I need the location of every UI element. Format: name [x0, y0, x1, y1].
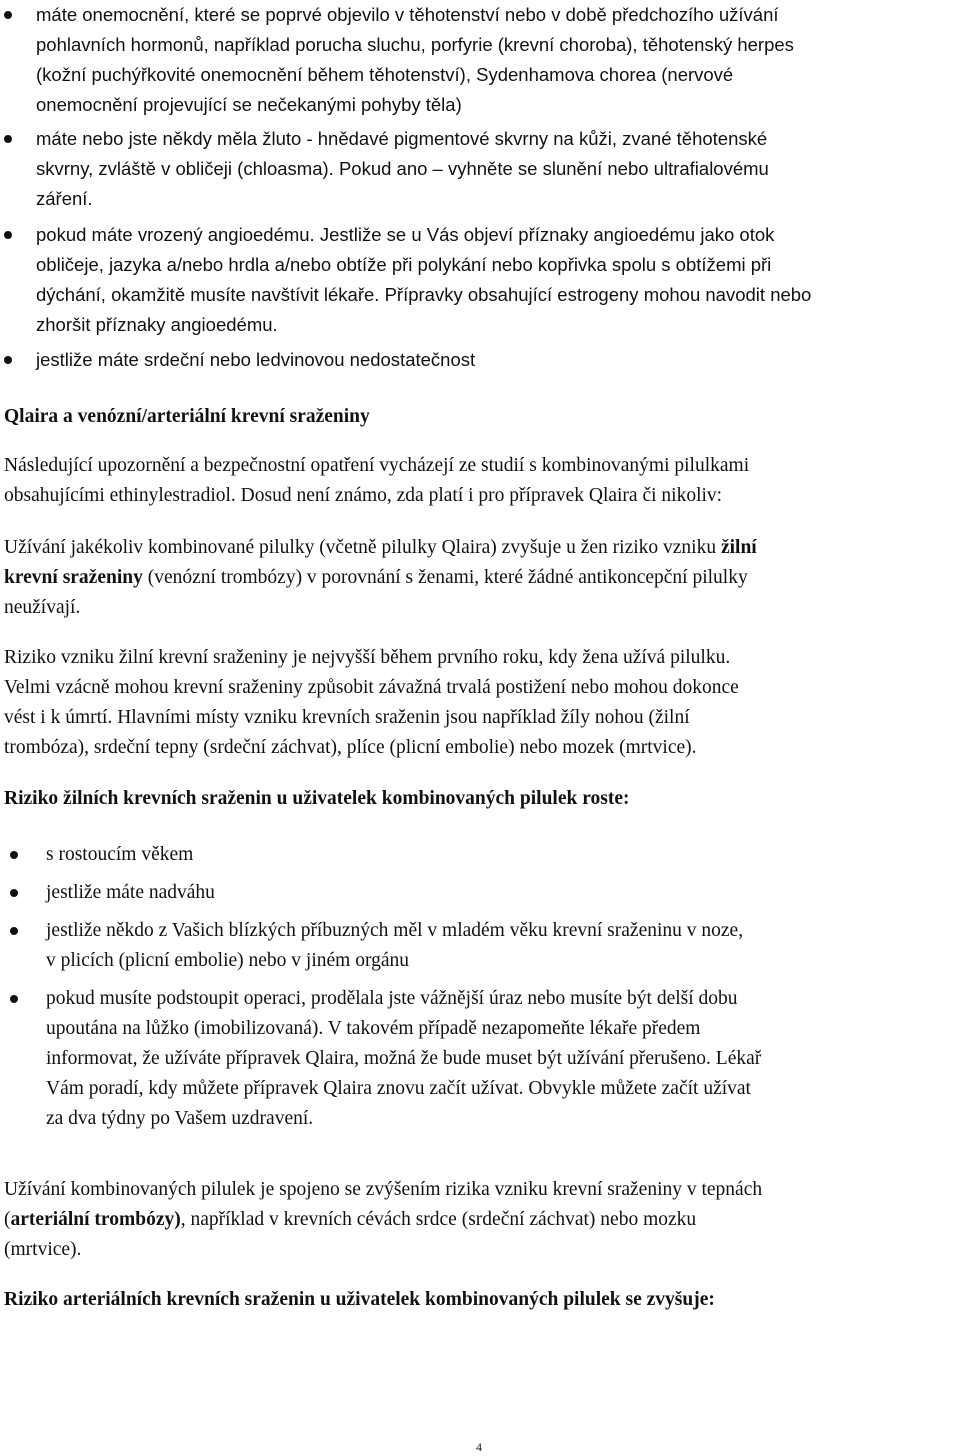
bullet-line: pokud máte vrozený angioedému. Jestliže se u Vás objeví příznaky angioedému jako otok — [36, 224, 775, 245]
bullet-line: jestliže máte nadváhu — [46, 882, 215, 903]
bullet-line: (kožní puchýřkovité onemocnění během těhotenství), Sydenhamova chorea (nervové — [36, 64, 734, 85]
paragraph-intro: Následující upozornění a bezpečnostní opatření vycházejí ze studií s kombinovanými pilulkami obsahujícími ethinylestradiol. Dosud není známo, zda platí i pro přípravek Qlaira či nikoliv: — [4, 455, 750, 506]
heading-venous-risk: Riziko žilních krevních sraženin u uživatelek kombinovaných pilulek roste: — [4, 788, 630, 809]
bullet-icon — [4, 356, 12, 364]
bullet-icon — [10, 851, 18, 859]
bullet-line: pokud musíte podstoupit operaci, prodělala jste vážnější úraz nebo musíte být delší dobu — [46, 988, 738, 1009]
bullet-icon — [10, 995, 18, 1003]
bullet-line: za dva týdny po Vašem uzdravení. — [46, 1108, 314, 1129]
section-heading: Qlaira a venózní/arteriální krevní sraženiny — [4, 406, 370, 427]
bullet-line: informovat, že užíváte přípravek Qlaira, možná že bude muset být užívání přerušeno. Lékař — [46, 1048, 762, 1069]
bullet-icon — [10, 889, 18, 897]
bullet-line: onemocnění projevující se nečekanými pohyby těla) — [36, 94, 462, 115]
bullet-line: v plicích (plicní embolie) nebo v jiném orgánu — [46, 950, 410, 971]
bullet-line: skvrny, zvláště v obličeji (chloasma). Pokud ano – vyhněte se slunění nebo ultrafialovému — [36, 158, 769, 179]
bullet-line: upoutána na lůžko (imobilizovaná). V takovém případě nezapomeňte lékaře předem — [46, 1018, 701, 1039]
page-number: 4 — [476, 1440, 482, 1454]
bullet-line: záření. — [36, 188, 93, 209]
bullet-line: dýchání, okamžitě musíte navštívit lékaře. Přípravky obsahující estrogeny mohou navodit nebo — [36, 284, 812, 305]
bullet-line: máte nebo jste někdy měla žluto - hnědavé pigmentové skvrny na kůži, zvané těhotenské — [36, 128, 768, 149]
bullet-line: zhoršit příznaky angioedému. — [36, 314, 278, 335]
bullet-line: jestliže někdo z Vašich blízkých příbuzných měl v mladém věku krevní sraženinu v noze, — [46, 920, 744, 941]
bullet-line: s rostoucím věkem — [46, 844, 194, 865]
bullet-icon — [4, 231, 12, 239]
paragraph-clot-details: Riziko vzniku žilní krevní sraženiny je nejvyšší během prvního roku, kdy žena užívá pilulku. Velmi vzácně mohou krevní sraženiny způsobit závažná trvalá postižení nebo mohou dokonce vést i k úmrtí. Hlavními místy vzniku krevních sraženin jsou například žíly nohou (žilní trombóza), srdeční tepny (srdeční záchvat), plíce (plicní embolie) nebo mozek (mrtvice). — [4, 647, 739, 758]
bullet-line: jestliže máte srdeční nebo ledvinovou nedostatečnost — [36, 349, 476, 370]
paragraph-arterial-risk: Užívání kombinovaných pilulek je spojeno se zvýšením rizika vzniku krevní sraženiny v tepnách (arteriální trombózy), například v krevních cévách srdce (srdeční záchvat) nebo mozku (mrtvice). — [4, 1179, 763, 1260]
paragraph-venous-risk: Užívání jakékoliv kombinované pilulky (včetně pilulky Qlaira) zvyšuje u žen riziko vzniku žilní krevní sraženiny (venózní trombózy) v porovnání s ženami, které žádné antikoncepční pilulky neužívají. — [4, 537, 757, 618]
bullet-line: obličeje, jazyka a/nebo hrdla a/nebo obtíže při polykání nebo kopřivka spolu s obtížemi při — [36, 254, 772, 275]
bullet-icon — [10, 927, 18, 935]
bullet-line: máte onemocnění, které se poprvé objevilo v těhotenství nebo v době předchozího užívání — [36, 4, 779, 25]
bullet-icon — [4, 135, 12, 143]
bullet-icon — [4, 11, 12, 19]
heading-arterial-risk: Riziko arteriálních krevních sraženin u uživatelek kombinovaných pilulek se zvyšuje: — [4, 1289, 715, 1310]
bullet-line: pohlavních hormonů, například porucha sluchu, porfyrie (krevní choroba), těhotenský herpes — [36, 34, 794, 55]
bullet-line: Vám poradí, kdy můžete přípravek Qlaira znovu začít užívat. Obvykle můžete začít užívat — [46, 1078, 751, 1099]
